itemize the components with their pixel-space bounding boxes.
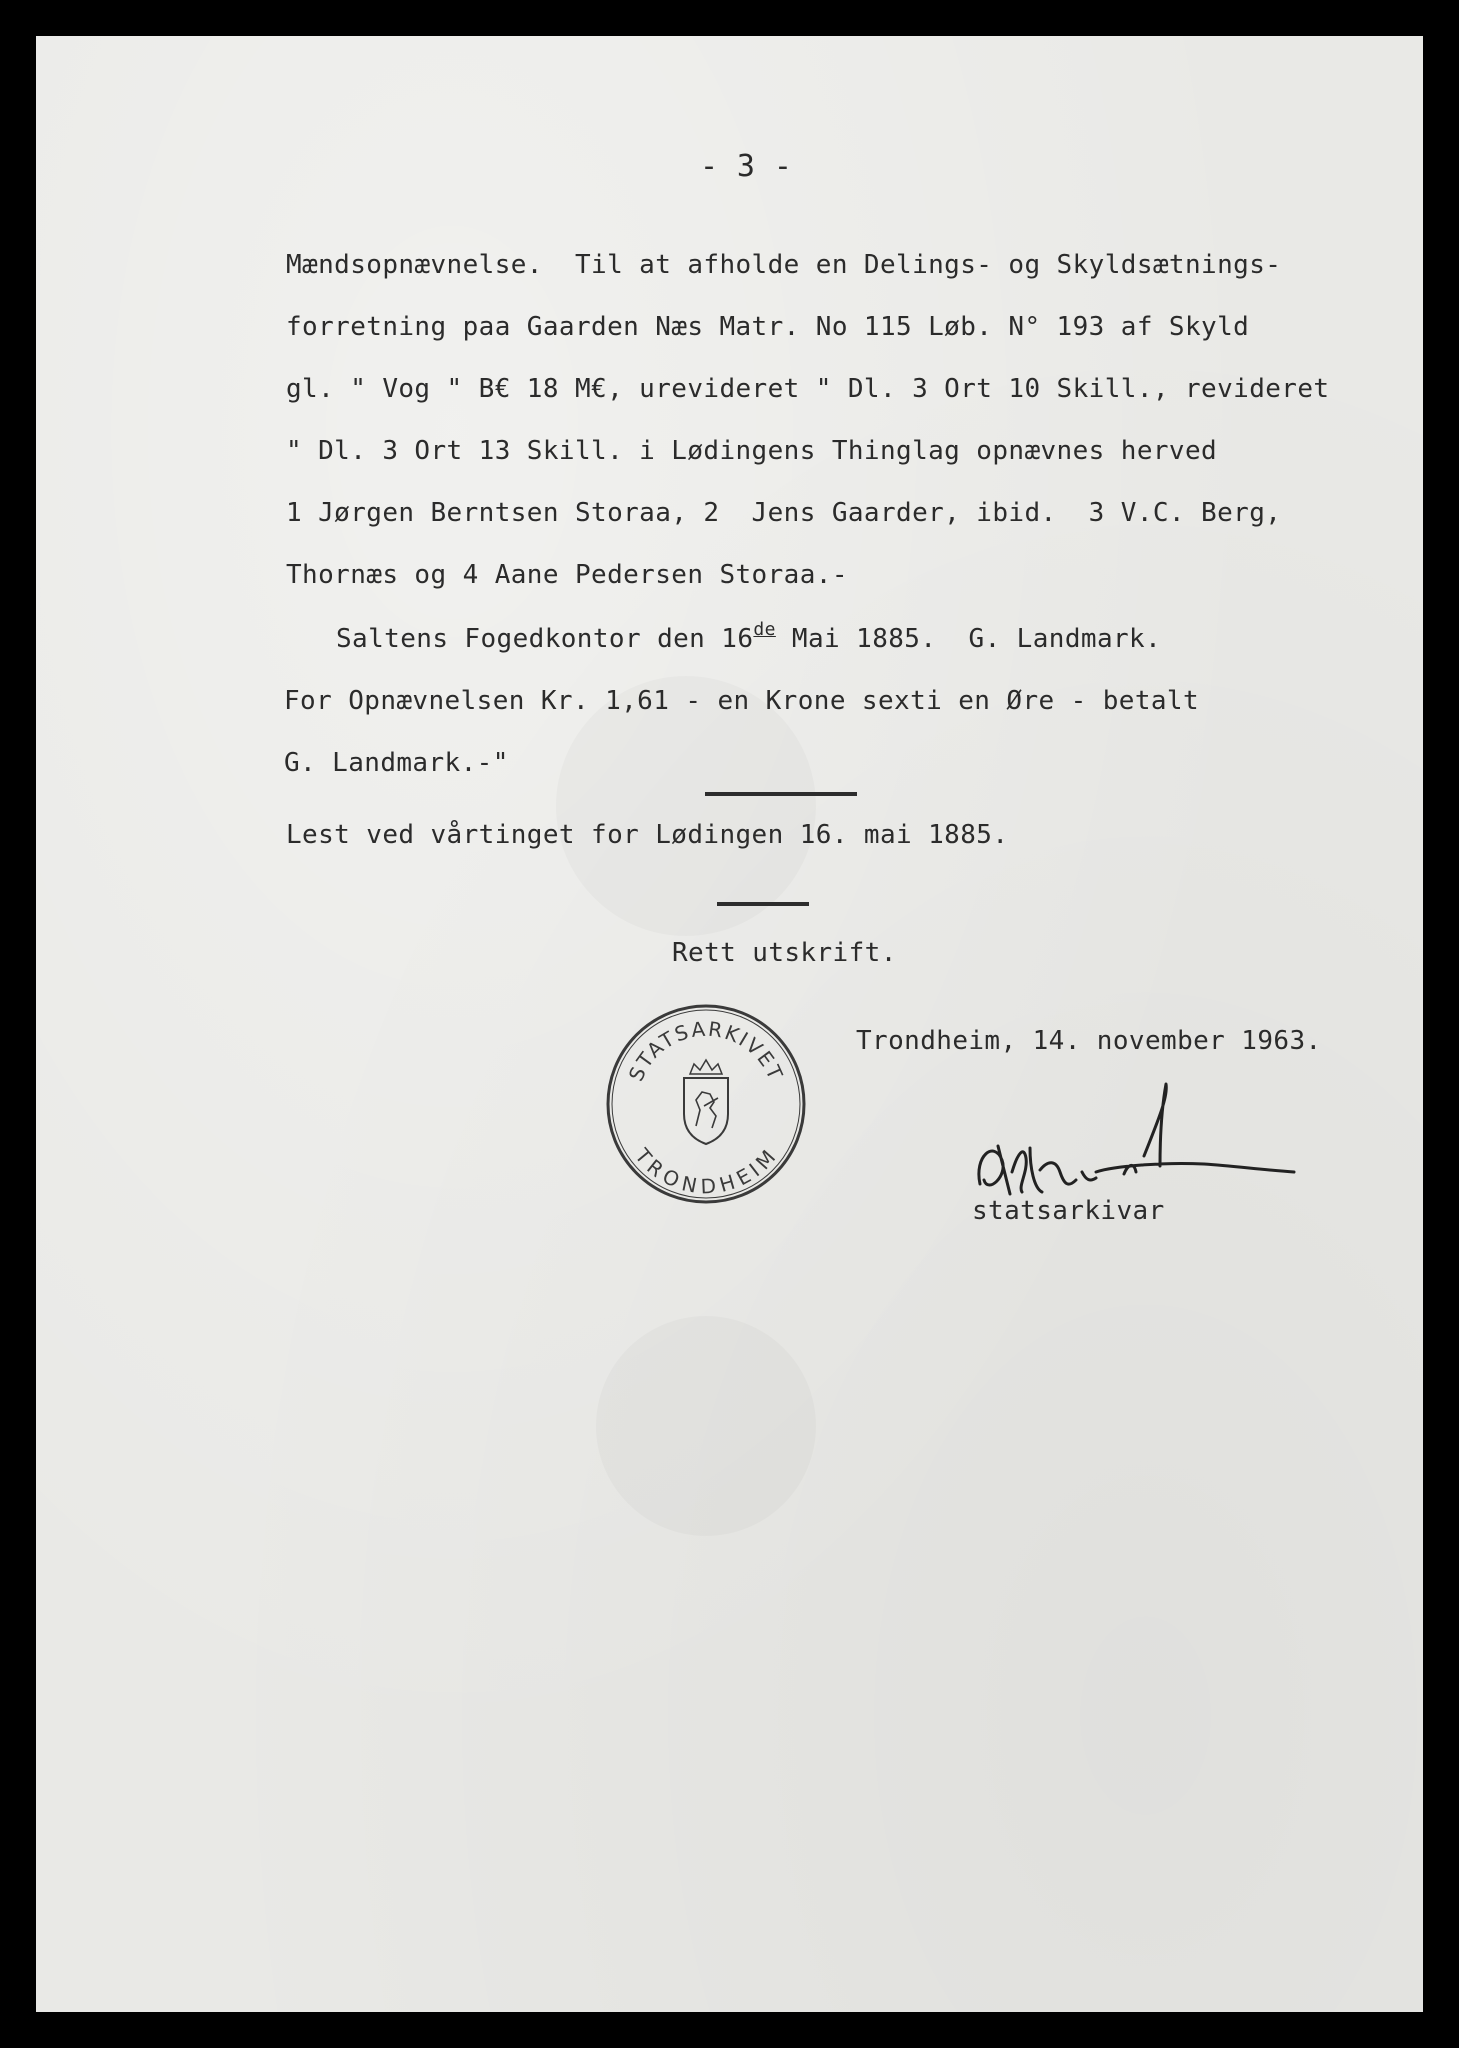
page-number: - 3 - <box>700 149 793 184</box>
read-note: Lest ved vårtinget for Lødingen 16. mai 1885. <box>286 820 1009 850</box>
stamp-bottom-text: TRONDHEIM <box>630 1143 782 1199</box>
date-superscript: de <box>753 619 776 640</box>
body-line: Thornæs og 4 Aane Pedersen Storaa.- <box>286 560 848 590</box>
stamp-top-text: STATSARKIVET <box>623 1016 789 1085</box>
certification-text: Rett utskrift. <box>672 938 897 968</box>
separator-rule <box>705 792 857 796</box>
fogedkontor-line <box>336 619 1162 659</box>
body-line: 1 Jørgen Berntsen Storaa, 2 Jens Gaarder, ibid. 3 V.C. Berg, <box>286 498 1282 528</box>
place-date: Trondheim, 14. november 1963. <box>856 1026 1322 1056</box>
signer-title: statsarkivar <box>972 1196 1165 1226</box>
body-line: gl. " Vog " B€ 18 M€, urevideret " Dl. 3 Ort 10 Skill., revideret <box>286 374 1330 404</box>
fee-line: For Opnævnelsen Kr. 1,61 - en Krone sexti en Øre - betalt <box>284 686 1200 716</box>
fogedkontor-text-before: Saltens Fogedkontor den 16 <box>336 624 754 654</box>
paper-stain <box>596 1316 816 1536</box>
document-page <box>36 36 1423 2012</box>
archive-stamp <box>604 1002 808 1206</box>
body-line: forretning paa Gaarden Næs Matr. No 115 Løb. N° 193 af Skyld <box>286 312 1250 342</box>
body-line: " Dl. 3 Ort 13 Skill. i Lødingens Thinglag opnævnes herved <box>286 436 1218 466</box>
separator-rule <box>717 902 809 906</box>
fogedkontor-text-after: Mai 1885. G. Landmark. <box>775 624 1162 654</box>
body-line: Mændsopnævnelse. Til at afholde en Delings- og Skyldsætnings- <box>286 250 1282 280</box>
coat-of-arms-icon <box>684 1060 728 1144</box>
fee-signature-line: G. Landmark.-" <box>284 748 509 778</box>
